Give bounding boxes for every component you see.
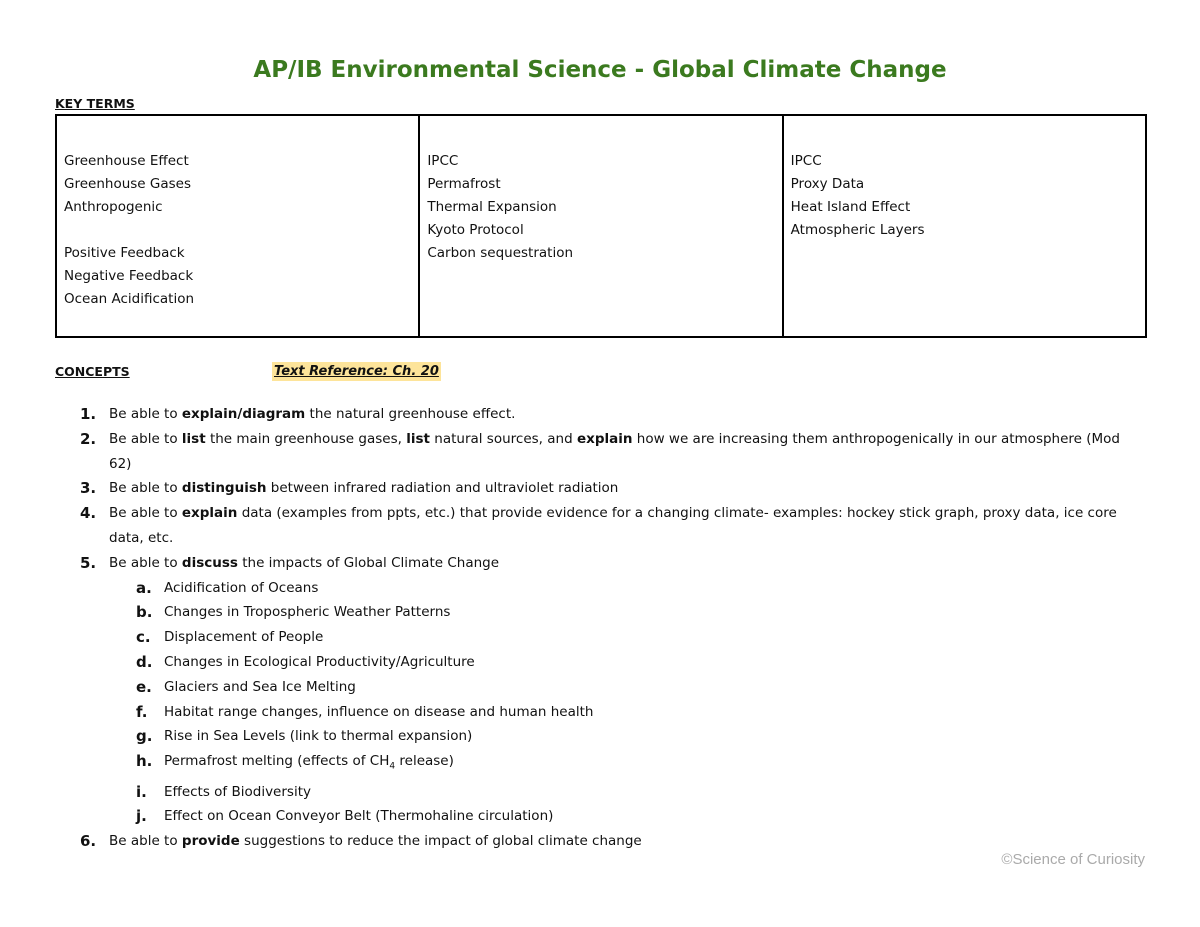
item-bold-verb: distinguish bbox=[181, 480, 267, 497]
key-term: Atmospheric Layers bbox=[790, 222, 925, 238]
item-text: Be able to bbox=[109, 480, 182, 497]
sub-list-item bbox=[0, 625, 1200, 650]
sub-list-letter: d. bbox=[136, 652, 153, 671]
item-bold-verb: list bbox=[181, 430, 206, 447]
item-text: Be able to bbox=[109, 554, 182, 571]
key-term: Heat Island Effect bbox=[790, 199, 911, 215]
key-term: Greenhouse Effect bbox=[64, 153, 189, 169]
sub-item-text: Effect on Ocean Conveyor Belt (Thermohaline circulation) bbox=[164, 808, 554, 825]
document-title: AP/IB Environmental Science - Global Climate Change bbox=[253, 57, 947, 83]
item-text: the natural greenhouse effect. bbox=[305, 406, 516, 422]
key-terms-heading: KEY TERMS bbox=[55, 96, 135, 111]
sub-item-text: Permafrost melting (effects of CH bbox=[164, 753, 390, 770]
sub-item-text: Glaciers and Sea Ice Melting bbox=[164, 678, 356, 695]
item-bold-verb: explain/diagram bbox=[181, 406, 306, 422]
key-term: Anthropogenic bbox=[64, 199, 163, 215]
item-text: Be able to bbox=[109, 505, 182, 522]
sub-list-item bbox=[0, 576, 1200, 601]
key-term: Carbon sequestration bbox=[427, 245, 574, 261]
subscript: 4 bbox=[389, 761, 396, 772]
item-text: between infrared radiation and ultraviolet radiation bbox=[266, 480, 619, 497]
list-item bbox=[0, 427, 1200, 477]
key-term: Kyoto Protocol bbox=[427, 222, 524, 238]
sub-list-letter: i. bbox=[136, 782, 147, 801]
sub-item-text: release) bbox=[395, 753, 454, 770]
item-text: how we are increasing them anthropogenically in our atmosphere (Mod 62) bbox=[109, 430, 1120, 472]
list-number: 1. bbox=[80, 405, 97, 423]
sub-list-item bbox=[0, 804, 1200, 829]
sub-item-text: Displacement of People bbox=[164, 629, 324, 646]
sub-list-letter: a. bbox=[136, 578, 152, 597]
item-text: Be able to bbox=[109, 430, 182, 447]
sub-list-letter: e. bbox=[136, 677, 152, 696]
key-term: Permafrost bbox=[427, 176, 501, 192]
key-terms-column-3 bbox=[784, 116, 1145, 336]
key-term: IPCC bbox=[790, 153, 822, 169]
key-term: IPCC bbox=[427, 153, 459, 169]
key-terms-column-1 bbox=[57, 116, 420, 336]
key-term: Positive Feedback bbox=[64, 245, 185, 261]
key-term-spacer bbox=[64, 219, 418, 242]
item-bold-verb: discuss bbox=[181, 554, 238, 571]
list-item bbox=[0, 501, 1200, 551]
sub-item-text: Changes in Ecological Productivity/Agriculture bbox=[164, 653, 475, 670]
item-text: Be able to bbox=[109, 406, 182, 422]
item-text: the impacts of Global Climate Change bbox=[237, 554, 500, 571]
sub-list-item bbox=[0, 700, 1200, 725]
sub-item-text: Effects of Biodiversity bbox=[164, 783, 311, 800]
sub-list-item bbox=[0, 650, 1200, 675]
list-item bbox=[0, 551, 1200, 576]
text-reference-highlight: Text Reference: Ch. 20 bbox=[274, 364, 439, 379]
list-number: 3. bbox=[80, 479, 97, 498]
list-number: 2. bbox=[80, 429, 97, 448]
key-term: Ocean Acidification bbox=[64, 291, 195, 307]
key-terms-column-2 bbox=[420, 116, 783, 336]
key-terms-table bbox=[55, 114, 1147, 338]
key-term: Thermal Expansion bbox=[427, 199, 557, 215]
key-term: Negative Feedback bbox=[64, 268, 194, 284]
item-text: the main greenhouse gases, bbox=[205, 430, 407, 447]
item-bold-verb: list bbox=[406, 430, 430, 447]
list-number: 4. bbox=[80, 504, 97, 523]
sub-list-letter: f. bbox=[136, 702, 148, 721]
key-term: Greenhouse Gases bbox=[64, 176, 191, 192]
concepts-list bbox=[0, 402, 1200, 854]
sub-list-item bbox=[0, 780, 1200, 805]
sub-item-text: Acidification of Oceans bbox=[164, 579, 319, 596]
list-item bbox=[0, 402, 1200, 427]
sub-list-letter: c. bbox=[136, 628, 151, 647]
sub-list-item bbox=[0, 724, 1200, 749]
item-bold-verb: explain bbox=[181, 505, 238, 522]
sub-list-letter: h. bbox=[136, 752, 153, 771]
sub-list-letter: b. bbox=[136, 603, 153, 622]
concepts-heading: CONCEPTS bbox=[55, 364, 130, 379]
sub-item-text: Changes in Tropospheric Weather Patterns bbox=[164, 604, 451, 621]
item-bold-verb: explain bbox=[576, 430, 633, 447]
sub-list-letter: j. bbox=[136, 807, 147, 826]
key-term: Proxy Data bbox=[790, 176, 865, 192]
sub-list-item bbox=[0, 675, 1200, 700]
sub-item-text: Rise in Sea Levels (link to thermal expansion) bbox=[164, 728, 473, 745]
sub-list-item bbox=[0, 600, 1200, 625]
item-text: Be able to bbox=[109, 833, 182, 850]
list-number: 6. bbox=[80, 832, 97, 851]
sub-item-text: Habitat range changes, influence on disease and human health bbox=[164, 703, 594, 720]
copyright-footer: ©Science of Curiosity bbox=[1001, 851, 1145, 868]
item-text: data (examples from ppts, etc.) that provide evidence for a changing climate- examples: hockey stick graph, proxy data, ice core data, etc. bbox=[109, 505, 1117, 546]
list-item bbox=[0, 476, 1200, 501]
sub-list-item bbox=[0, 749, 1200, 779]
item-bold-verb: provide bbox=[181, 833, 240, 850]
list-number: 5. bbox=[80, 553, 97, 572]
item-text: natural sources, and bbox=[429, 430, 577, 447]
item-text: suggestions to reduce the impact of global climate change bbox=[239, 833, 642, 850]
sub-list-letter: g. bbox=[136, 727, 153, 746]
